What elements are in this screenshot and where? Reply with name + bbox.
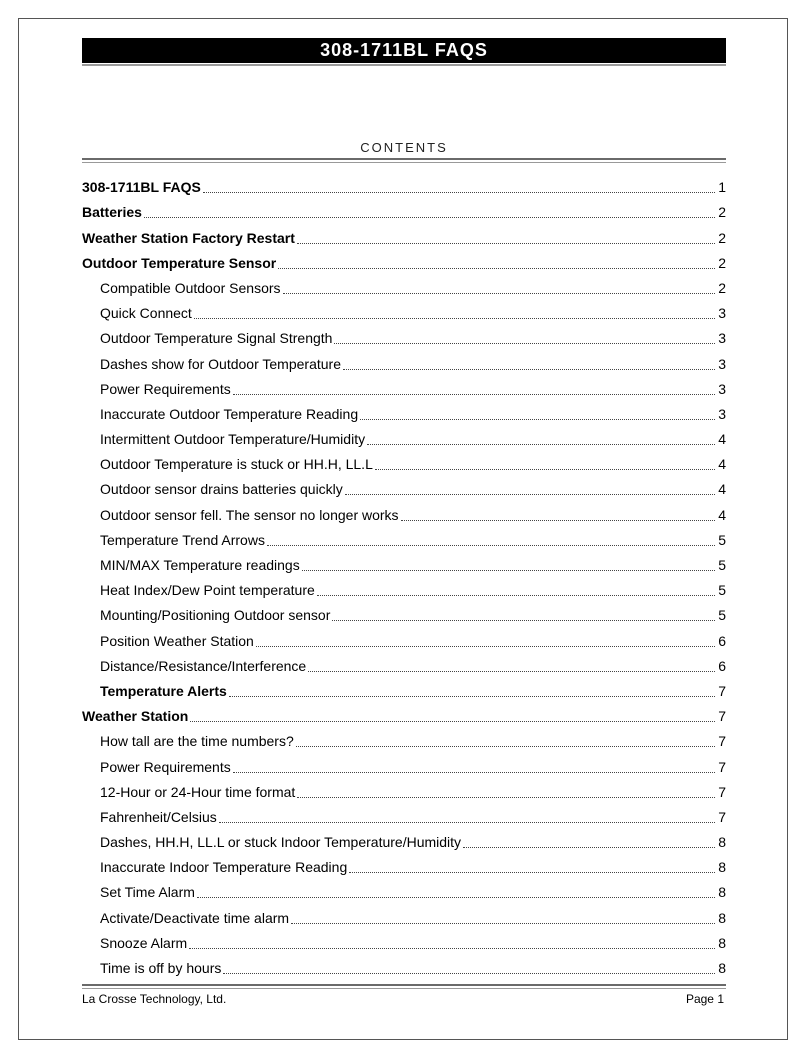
toc-dot-leader — [360, 415, 715, 420]
toc-entry-label: Activate/Deactivate time alarm — [100, 909, 290, 926]
toc-entry-label: Power Requirements — [100, 758, 231, 775]
toc-dot-leader — [189, 944, 715, 949]
toc-entry-label: Distance/Resistance/Interference — [100, 657, 307, 674]
toc-dot-leader — [291, 919, 715, 924]
toc-dot-leader — [223, 969, 715, 974]
toc-entry[interactable] — [82, 247, 726, 272]
toc-entry-page: 7 — [718, 733, 726, 750]
toc-entry-label: Set Time Alarm — [100, 884, 195, 901]
toc-entry-page: 3 — [718, 305, 726, 322]
toc-entry-label: Mounting/Positioning Outdoor sensor — [100, 607, 331, 624]
toc-entry[interactable] — [82, 750, 726, 775]
toc-entry-page: 7 — [718, 682, 726, 699]
toc-entry-page: 7 — [718, 783, 726, 800]
table-of-contents — [82, 171, 726, 977]
toc-entry-page: 4 — [718, 431, 726, 448]
toc-dot-leader — [463, 843, 715, 848]
toc-entry[interactable] — [82, 524, 726, 549]
toc-dot-leader — [233, 768, 715, 773]
toc-dot-leader — [190, 717, 715, 722]
toc-entry-label: Dashes, HH.H, LL.L or stuck Indoor Temperature/Humidity — [100, 834, 462, 851]
toc-dot-leader — [283, 289, 715, 294]
footer-rule-thin — [82, 988, 726, 989]
toc-entry-label: Dashes show for Outdoor Temperature — [100, 355, 341, 372]
toc-dot-leader — [349, 868, 715, 873]
toc-entry-label: MIN/MAX Temperature readings — [100, 557, 300, 573]
toc-entry-label: Outdoor Temperature Signal Strength — [100, 330, 333, 347]
toc-entry-label: 308-1711BL FAQS — [82, 179, 201, 196]
footer-company: La Crosse Technology, Ltd. — [82, 992, 227, 1006]
toc-entry[interactable] — [82, 901, 726, 926]
toc-entry-page: 8 — [718, 884, 726, 901]
toc-entry-label: Position Weather Station — [100, 632, 254, 649]
toc-dot-leader — [297, 239, 715, 244]
toc-entry-page: 3 — [718, 355, 726, 372]
toc-entry-page: 3 — [718, 330, 726, 347]
toc-dot-leader — [332, 616, 715, 621]
toc-dot-leader — [367, 440, 715, 445]
toc-entry[interactable] — [82, 423, 726, 448]
toc-entry-page: 5 — [718, 557, 726, 573]
toc-entry-page: 5 — [718, 582, 726, 599]
toc-dot-leader — [229, 692, 715, 697]
toc-entry-page: 7 — [718, 708, 726, 725]
toc-entry-page: 8 — [718, 909, 726, 926]
toc-entry-label: Heat Index/Dew Point temperature — [100, 582, 315, 599]
contents-rule-thick — [82, 158, 726, 160]
toc-entry-label: Weather Station — [82, 708, 189, 725]
toc-entry-label: Inaccurate Indoor Temperature Reading — [100, 859, 348, 876]
toc-entry[interactable] — [82, 398, 726, 423]
toc-entry-page: 6 — [718, 632, 726, 649]
toc-entry-page: 2 — [718, 254, 726, 271]
toc-entry-page: 1 — [718, 179, 726, 196]
toc-entry-label: How tall are the time numbers? — [100, 733, 294, 750]
toc-dot-leader — [302, 566, 715, 571]
toc-entry[interactable] — [82, 196, 726, 221]
toc-entry-page: 4 — [718, 506, 726, 523]
toc-entry-label: Outdoor sensor fell. The sensor no longer works — [100, 506, 399, 523]
toc-entry-page: 8 — [718, 859, 726, 876]
toc-entry-label: Outdoor sensor drains batteries quickly — [100, 481, 343, 498]
toc-entry[interactable] — [82, 826, 726, 851]
toc-dot-leader — [278, 264, 715, 269]
toc-entry-page: 8 — [718, 960, 726, 976]
toc-entry-label: Batteries — [82, 204, 142, 221]
toc-entry-page: 4 — [718, 481, 726, 498]
toc-dot-leader — [401, 516, 715, 521]
toc-dot-leader — [197, 893, 715, 898]
toc-dot-leader — [343, 365, 715, 370]
toc-entry-label: Temperature Alerts — [100, 682, 227, 699]
toc-entry-page: 3 — [718, 380, 726, 397]
toc-entry[interactable] — [82, 599, 726, 624]
toc-dot-leader — [296, 742, 715, 747]
toc-entry[interactable] — [82, 851, 726, 876]
toc-entry-label: Power Requirements — [100, 380, 231, 397]
toc-entry-page: 6 — [718, 657, 726, 674]
toc-dot-leader — [375, 465, 715, 470]
toc-entry-label: Weather Station Factory Restart — [82, 229, 295, 246]
toc-dot-leader — [267, 541, 715, 546]
toc-entry-label: Fahrenheit/Celsius — [100, 808, 217, 825]
toc-dot-leader — [345, 490, 715, 495]
toc-entry[interactable] — [82, 876, 726, 901]
toc-entry-label: 12-Hour or 24-Hour time format — [100, 783, 296, 800]
toc-entry[interactable] — [82, 725, 726, 750]
toc-entry[interactable] — [82, 297, 726, 322]
toc-entry[interactable] — [82, 801, 726, 826]
toc-entry-label: Outdoor Temperature Sensor — [82, 254, 277, 271]
toc-dot-leader — [334, 339, 715, 344]
toc-entry[interactable] — [82, 650, 726, 675]
toc-entry[interactable] — [82, 549, 726, 574]
toc-dot-leader — [308, 667, 715, 672]
toc-entry-page: 7 — [718, 808, 726, 825]
toc-entry-label: Snooze Alarm — [100, 934, 188, 951]
toc-entry[interactable] — [82, 448, 726, 473]
toc-entry-page: 3 — [718, 405, 726, 422]
toc-entry-label: Inaccurate Outdoor Temperature Reading — [100, 405, 359, 422]
title-underline — [82, 64, 726, 66]
toc-entry-label: Compatible Outdoor Sensors — [100, 279, 281, 296]
toc-dot-leader — [297, 793, 715, 798]
toc-entry[interactable] — [82, 700, 726, 725]
toc-dot-leader — [317, 591, 715, 596]
toc-entry-page: 5 — [718, 607, 726, 624]
toc-entry-page: 2 — [718, 204, 726, 221]
toc-entry-page: 2 — [718, 279, 726, 296]
toc-dot-leader — [219, 818, 715, 823]
toc-dot-leader — [144, 213, 715, 218]
toc-entry[interactable] — [82, 574, 726, 599]
toc-entry-page: 5 — [718, 531, 726, 548]
toc-entry[interactable] — [82, 221, 726, 246]
toc-entry[interactable] — [82, 624, 726, 649]
toc-entry-label: Outdoor Temperature is stuck or HH.H, LL.L — [100, 456, 373, 473]
toc-dot-leader — [256, 642, 715, 647]
toc-entry[interactable] — [82, 322, 726, 347]
toc-entry-page: 8 — [718, 834, 726, 851]
footer-page-number: Page 1 — [685, 992, 724, 1006]
toc-entry[interactable] — [82, 373, 726, 398]
toc-entry-label: Temperature Trend Arrows — [100, 531, 265, 548]
toc-entry-label: Intermittent Outdoor Temperature/Humidity — [100, 431, 366, 448]
toc-entry[interactable] — [82, 171, 726, 196]
toc-entry[interactable] — [82, 776, 726, 801]
toc-dot-leader — [203, 188, 715, 193]
toc-entry[interactable] — [82, 952, 726, 977]
contents-rule-thin — [82, 162, 726, 163]
contents-heading: CONTENTS — [360, 140, 448, 155]
toc-entry[interactable] — [82, 473, 726, 498]
toc-dot-leader — [233, 390, 715, 395]
toc-entry[interactable] — [82, 272, 726, 297]
footer-rule-thick — [82, 984, 726, 986]
toc-entry-page: 4 — [718, 456, 726, 473]
toc-dot-leader — [194, 314, 715, 319]
toc-entry-page: 8 — [718, 934, 726, 951]
toc-entry-page: 7 — [718, 758, 726, 775]
page-title: 308-1711BL FAQS — [82, 38, 726, 63]
toc-entry-page: 2 — [718, 229, 726, 246]
toc-entry-label: Quick Connect — [100, 305, 192, 322]
toc-entry[interactable] — [82, 675, 726, 700]
toc-entry[interactable] — [82, 347, 726, 372]
toc-entry-label: Time is off by hours — [100, 960, 222, 976]
toc-entry[interactable] — [82, 927, 726, 952]
toc-entry[interactable] — [82, 498, 726, 523]
